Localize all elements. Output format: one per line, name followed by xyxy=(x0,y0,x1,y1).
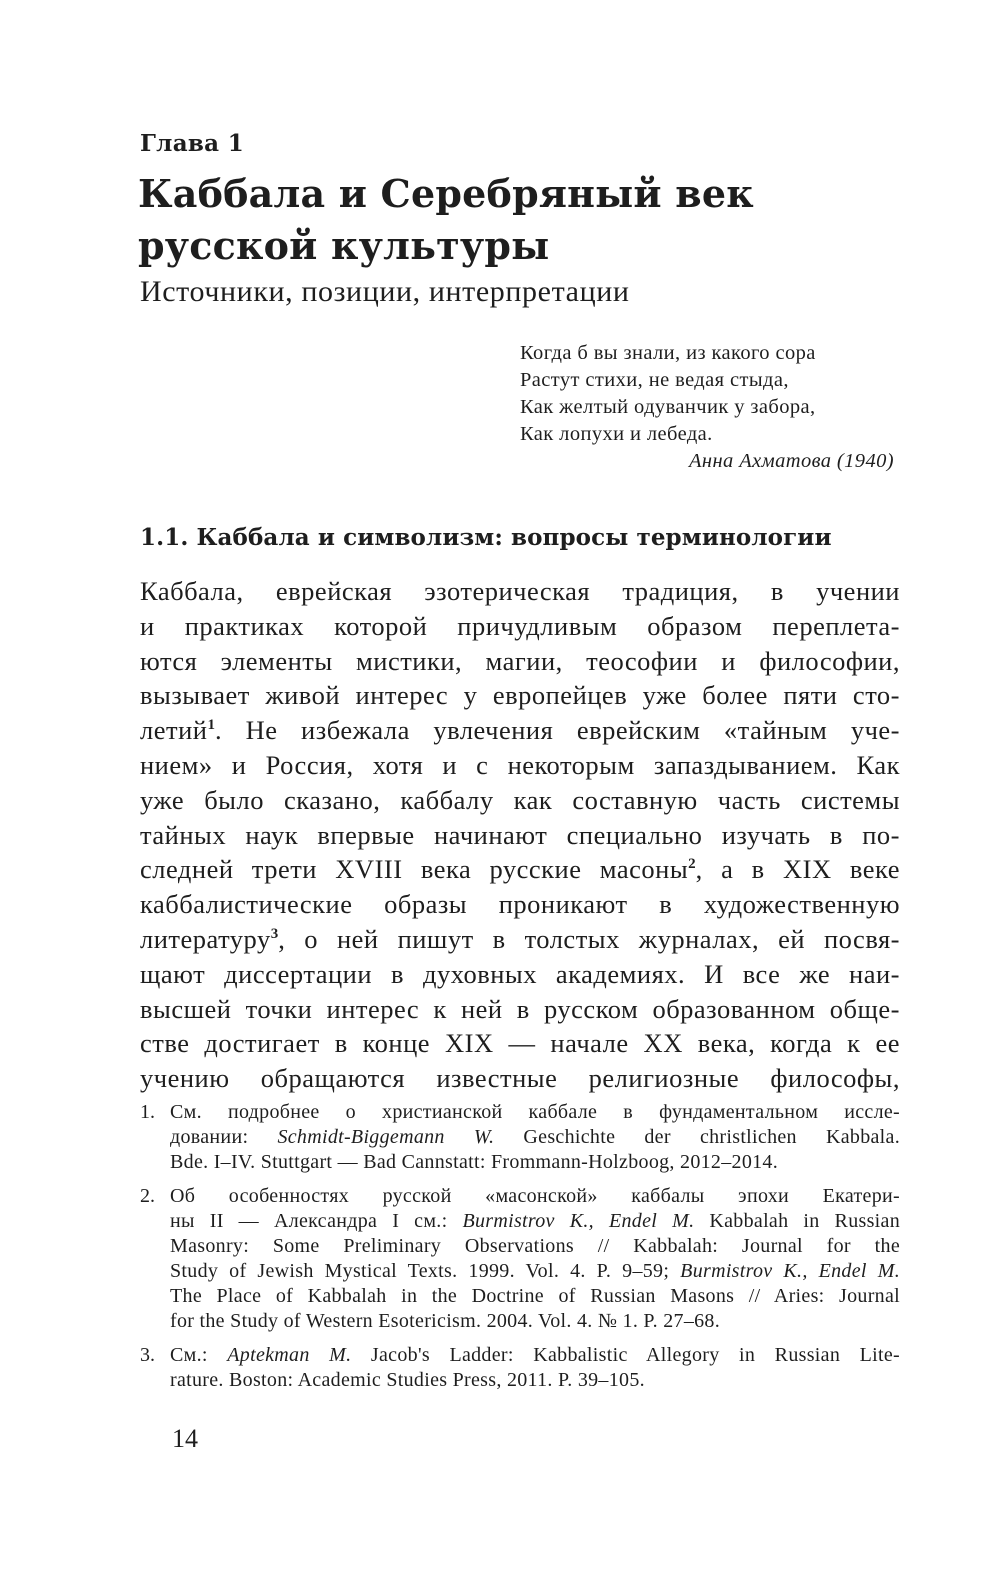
body-line: ются элементы мистики, магии, теософии и философии, xyxy=(140,645,900,676)
footnote-2 xyxy=(140,1184,900,1334)
body-text-fragment: литературу xyxy=(140,923,271,954)
footnote-text: Kabbalah in Russian xyxy=(694,1210,900,1232)
body-text-fragment: летий xyxy=(140,715,208,746)
chapter-title xyxy=(138,168,898,272)
page-number: 14 xyxy=(172,1424,198,1453)
body-line xyxy=(140,922,900,957)
footnote-line: The Place of Kabbalah in the Doctrine of Russian Masons // Aries: Journal xyxy=(170,1285,900,1307)
chapter-label: Глава 1 xyxy=(140,130,244,157)
footnote-author: Schmidt-Biggemann W. xyxy=(277,1126,495,1148)
footnote-line xyxy=(170,1209,900,1234)
body-line: высшей точки интерес к ней в русском образованном обще- xyxy=(140,993,900,1024)
footnote-number: 3. xyxy=(140,1344,155,1366)
footnote-text: Geschichte der christlichen Kabbala. xyxy=(494,1126,900,1148)
footnote-ref-3[interactable]: 3 xyxy=(270,925,279,942)
epigraph-line: Как желтый одуванчик у забора, xyxy=(520,396,816,418)
footnote-line: См. подробнее о христианской каббале в фундаментальном иссле- xyxy=(170,1101,900,1123)
footnote-line: Bde. I–IV. Stuttgart — Bad Cannstatt: Frommann-Holzboog, 2012–2014. xyxy=(170,1151,779,1173)
footnote-text: Jacob's Ladder: Kabbalistic Allegory in Russian Lite- xyxy=(351,1344,900,1366)
body-text-fragment: . Не избежала увлечения еврейским «тайным уче- xyxy=(214,715,900,746)
footnote-ref-1[interactable]: 1 xyxy=(207,717,215,734)
epigraph-line: Когда б вы знали, из какого сора xyxy=(520,342,816,364)
chapter-subtitle: Источники, позиции, интерпретации xyxy=(140,275,630,308)
footnote-text: довании: xyxy=(170,1126,278,1148)
body-text-fragment: , а в XIX веке xyxy=(695,854,900,885)
chapter-title-line-2: русской культуры xyxy=(138,223,550,268)
body-line xyxy=(140,713,900,748)
footnote-line xyxy=(170,1259,900,1284)
footnote-line xyxy=(170,1125,900,1150)
footnote-text: ны II — Александра I см.: xyxy=(170,1210,463,1232)
body-paragraph xyxy=(140,574,900,1096)
body-line: уже было сказано, каббалу как составную часть системы xyxy=(140,784,900,815)
footnote-text: Study of Jewish Mystical Texts. 1999. Vol. 4. P. 9–59; xyxy=(170,1260,681,1282)
footnote-number: 1. xyxy=(140,1101,155,1123)
epigraph xyxy=(520,340,900,475)
body-line: стве достигает в конце XIX — начале XX века, когда к ее xyxy=(140,1028,900,1059)
footnote-line: Об особенностях русской «масонской» каббалы эпохи Екатери- xyxy=(170,1185,900,1207)
body-line: тайных наук впервые начинают специально изучать в по- xyxy=(140,819,900,850)
body-line: и практиках которой причудливым образом переплета- xyxy=(140,610,900,641)
body-line xyxy=(140,852,900,887)
footnote-line: rature. Boston: Academic Studies Press, 2011. P. 39–105. xyxy=(170,1369,645,1391)
footnote-3 xyxy=(140,1343,900,1393)
body-text-fragment: следней трети XVIII века русские масоны xyxy=(140,854,689,885)
footnote-author: Burmistrov K., Endel M. xyxy=(680,1260,900,1282)
footnote-text: См.: xyxy=(170,1344,228,1366)
footnote-line: Masonry: Some Preliminary Observations // Kabbalah: Journal for the xyxy=(170,1235,900,1257)
epigraph-line: Как лопухи и лебеда. xyxy=(520,423,713,445)
footnote-ref-2[interactable]: 2 xyxy=(688,856,696,873)
body-line: щают диссертации в духовных академиях. И все же наи- xyxy=(140,958,900,989)
footnote-1 xyxy=(140,1100,900,1175)
body-line: учению обращаются известные религиозные философы, xyxy=(140,1063,900,1094)
epigraph-line: Растут стихи, не ведая стыда, xyxy=(520,369,789,391)
body-line: вызывает живой интерес у европейцев уже более пяти сто- xyxy=(140,680,900,711)
body-line: каббалистические образы проникают в художественную xyxy=(140,889,900,920)
footnote-line xyxy=(170,1343,900,1368)
body-line: Каббала, еврейская эзотерическая традиция, в учении xyxy=(140,576,900,606)
chapter-title-line-1: Каббала и Серебряный век xyxy=(138,171,754,216)
section-heading: 1.1. Каббала и символизм: вопросы терминологии xyxy=(140,524,832,551)
footnote-line: for the Study of Western Esotericism. 2004. Vol. 4. № 1. P. 27–68. xyxy=(170,1310,721,1332)
body-line: нием» и Россия, хотя и с некоторым запаздыванием. Как xyxy=(140,749,900,780)
footnote-author: Aptekman M. xyxy=(227,1344,352,1366)
footnote-author: Burmistrov K., Endel M. xyxy=(462,1210,695,1232)
footnotes xyxy=(140,1100,900,1402)
body-text-fragment: , о ней пишут в толстых журналах, ей посвя- xyxy=(278,923,900,954)
footnote-number: 2. xyxy=(140,1185,155,1207)
epigraph-author: Анна Ахматова (1940) xyxy=(688,450,894,472)
